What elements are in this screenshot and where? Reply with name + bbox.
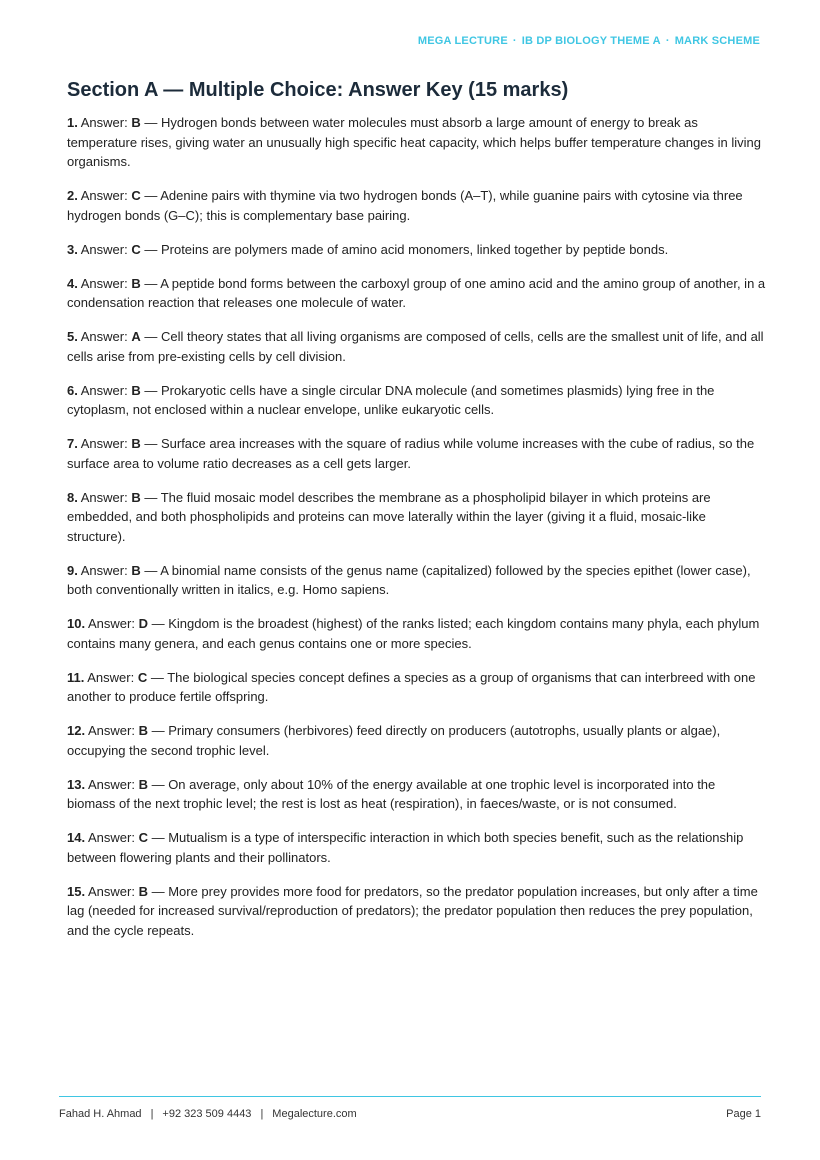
question-number: 8.: [67, 489, 78, 505]
answer-explanation: — Primary consumers (herbivores) feed directly on producers (autotrophs, usually plants or algae), occupying the second trophic level.: [67, 723, 721, 758]
answer-explanation: — The biological species concept defines a species as a group of organisms that can interbreed with one another to produce fertile offspring.: [67, 669, 756, 704]
question-number: 6.: [67, 382, 78, 398]
answer-letter: B: [131, 382, 141, 398]
question-number: 2.: [67, 188, 78, 203]
header-separator: ·: [665, 35, 670, 47]
footer-website-link[interactable]: Megalecture.com: [272, 1108, 357, 1120]
answer-explanation: — Adenine pairs with thymine via two hydrogen bonds (A–T), while guanine pairs with cytosine via three hydrogen bonds (G–C); this is complementary base pairing.: [67, 188, 743, 223]
answer-item: [67, 668, 767, 707]
answer-item: [67, 381, 767, 420]
answer-explanation: — Surface area increases with the square of radius while volume increases with the cube of radius, so the surface area to volume ratio decreases as a cell gets larger.: [67, 436, 755, 471]
question-number: 7.: [67, 436, 78, 451]
answer-item: [67, 327, 767, 366]
question-number: 3.: [67, 241, 78, 257]
question-number: 1.: [67, 115, 78, 130]
answer-letter: B: [131, 489, 141, 505]
answer-letter: D: [138, 616, 148, 631]
answer-item: [67, 614, 767, 653]
question-number: 5.: [67, 329, 78, 344]
answer-prefix: Answer:: [80, 436, 128, 451]
question-number: 14.: [67, 830, 86, 845]
answer-explanation: — Kingdom is the broadest (highest) of the ranks listed; each kingdom contains many phyla, each phylum contains many genera, and each genus contains one or more species.: [67, 616, 760, 651]
answer-letter: B: [131, 115, 141, 130]
answer-letter: C: [137, 669, 148, 685]
answer-item: [67, 186, 767, 225]
answer-prefix: Answer:: [80, 562, 128, 578]
answer-explanation: — Cell theory states that all living organisms are composed of cells, cells are the smallest unit of life, and all cells arise from pre-existing cells by cell division.: [67, 329, 764, 364]
answer-explanation: — More prey provides more food for predators, so the predator population increases, but only after a time lag (needed for increased survival/reproduction of predators); the predator population then reduces the prey population, and the cycle repeats.: [67, 883, 758, 938]
question-number: 13.: [67, 776, 86, 792]
answer-prefix: Answer:: [80, 188, 128, 203]
answer-prefix: Answer:: [80, 382, 128, 398]
answer-item: [67, 434, 767, 473]
answer-explanation: — A binomial name consists of the genus name (capitalized) followed by the species epithet (lower case), both conventionally written in italics, e.g. Homo sapiens.: [67, 562, 751, 597]
answer-prefix: Answer:: [87, 776, 135, 792]
answer-letter: C: [131, 241, 141, 257]
answer-letter: B: [131, 562, 141, 578]
answer-explanation: — Mutualism is a type of interspecific interaction in which both species benefit, such as the relationship between flowering plants and their pollinators.: [67, 830, 744, 865]
answer-prefix: Answer:: [80, 489, 128, 505]
answer-explanation: — Proteins are polymers made of amino acid monomers, linked together by peptide bonds.: [140, 241, 669, 257]
answer-explanation: — Prokaryotic cells have a single circular DNA molecule (and sometimes plasmids) lying free in the cytoplasm, not enclosed within a nuclear envelope, unlike eukaryotic cells.: [67, 382, 715, 417]
answer-item: [67, 775, 767, 814]
answer-letter: B: [131, 436, 141, 451]
answer-prefix: Answer:: [87, 883, 135, 899]
header-doc-type: MARK SCHEME: [674, 35, 760, 47]
answer-letter: C: [138, 830, 148, 845]
running-header: [418, 35, 760, 47]
answer-item: [67, 113, 767, 172]
answer-prefix: Answer:: [80, 241, 128, 257]
section-title: Section A — Multiple Choice: Answer Key (15 marks): [67, 79, 569, 101]
question-number: 9.: [67, 562, 78, 578]
footer-separator: |: [260, 1108, 264, 1120]
answer-letter: C: [131, 188, 141, 203]
answer-letter: A: [131, 329, 141, 344]
question-number: 4.: [67, 275, 78, 291]
header-brand: MEGA LECTURE: [417, 35, 508, 47]
question-number: 15.: [67, 883, 86, 899]
footer-contact: [59, 1108, 357, 1120]
answer-letter: B: [131, 275, 141, 291]
footer-phone: +92 323 509 4443: [162, 1108, 252, 1120]
answer-item: [67, 721, 767, 760]
footer-divider: [59, 1096, 761, 1097]
answer-item: [67, 240, 767, 260]
answer-letter: B: [138, 723, 148, 738]
footer-separator: |: [150, 1108, 154, 1120]
answer-explanation: — On average, only about 10% of the energy available at one trophic level is incorporated into the biomass of the next trophic level; the rest is lost as heat (respiration), in faeces/waste, or is not consumed.: [67, 776, 716, 811]
header-course: IB DP BIOLOGY THEME A: [521, 35, 661, 47]
question-number: 12.: [67, 723, 86, 738]
answer-explanation: — Hydrogen bonds between water molecules must absorb a large amount of energy to break as temperature rises, giving water an unusually high specific heat capacity, which helps buffer temperature changes in living organisms.: [67, 115, 761, 169]
answer-prefix: Answer:: [87, 616, 135, 631]
answer-prefix: Answer:: [80, 329, 128, 344]
question-number: 11.: [67, 669, 85, 685]
answer-prefix: Answer:: [80, 275, 128, 291]
answer-item: [67, 488, 767, 547]
answer-prefix: Answer:: [87, 723, 135, 738]
answer-prefix: Answer:: [87, 830, 135, 845]
footer-author: Fahad H. Ahmad: [59, 1108, 142, 1120]
answer-item: [67, 274, 767, 313]
answer-prefix: Answer:: [87, 669, 135, 685]
answer-list: [67, 113, 767, 955]
answer-explanation: — A peptide bond forms between the carboxyl group of one amino acid and the amino group of another, in a condensation reaction that releases one molecule of water.: [67, 275, 766, 310]
answer-item: [67, 828, 767, 867]
answer-prefix: Answer:: [80, 115, 128, 130]
answer-item: [67, 561, 767, 600]
answer-letter: B: [138, 883, 148, 899]
page-number: Page 1: [726, 1108, 761, 1120]
answer-item: [67, 882, 767, 941]
answer-explanation: — The fluid mosaic model describes the membrane as a phospholipid bilayer in which proteins are embedded, and both phospholipids and proteins can move laterally within the layer (giving it a fluid, mosaic-like structure).: [67, 489, 711, 544]
question-number: 10.: [67, 616, 86, 631]
header-separator: ·: [512, 35, 517, 47]
answer-letter: B: [138, 776, 148, 792]
